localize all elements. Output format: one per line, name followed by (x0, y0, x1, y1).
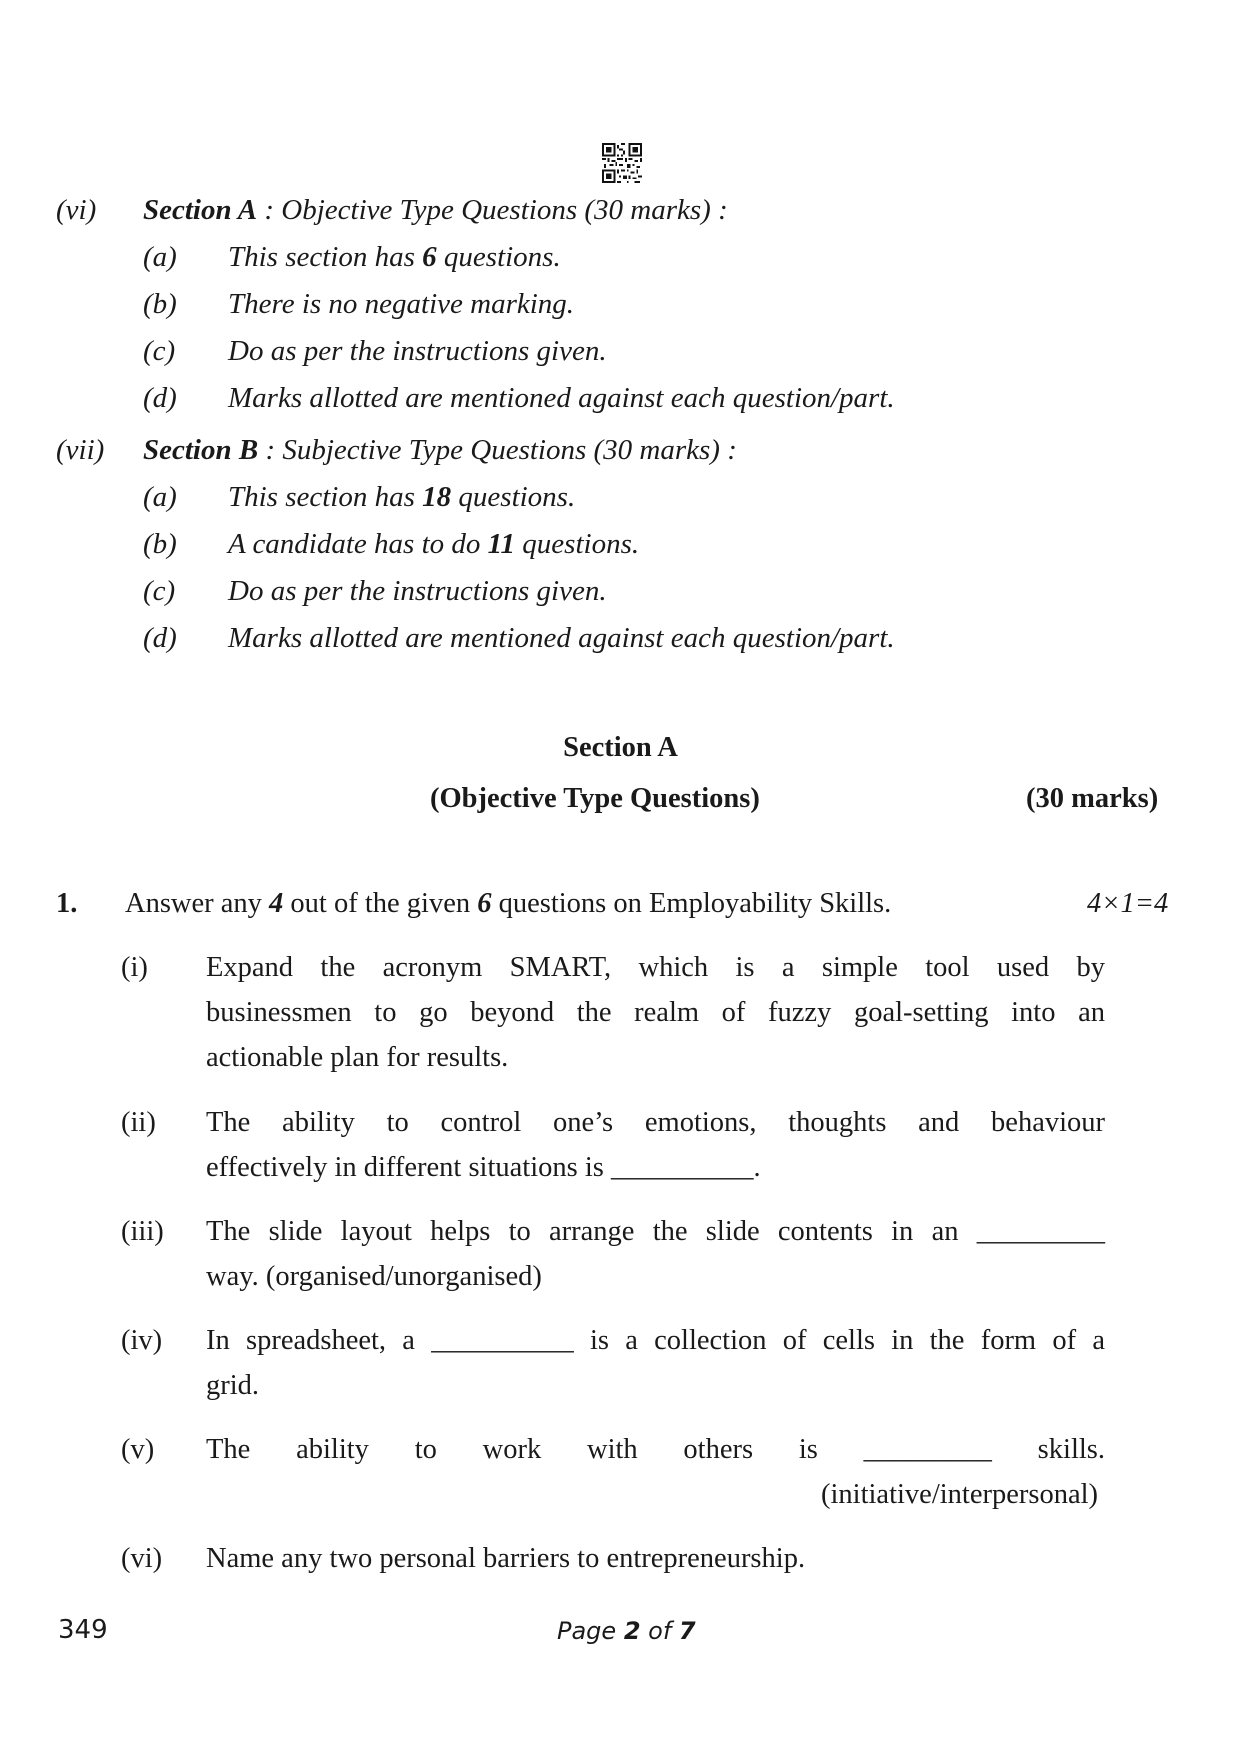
item-letter: (b) (143, 288, 177, 320)
subquestion-number: (v) (121, 1434, 155, 1465)
subquestion-line: way. (organised/unorganised) (206, 1261, 542, 1292)
instruction-number: (vii) (56, 434, 105, 466)
subquestion-line: In spreadsheet, a __________ is a collection of cells in the form of a (206, 1325, 1105, 1356)
item-text: There is no negative marking. (228, 288, 575, 320)
section-marks: (30 marks) (1026, 783, 1159, 814)
item-text: Marks allotted are mentioned against each question/part. (228, 382, 895, 414)
subquestion-line: effectively in different situations is __________. (206, 1152, 761, 1183)
qr-code-icon (602, 143, 642, 183)
item-text: Do as per the instructions given. (228, 335, 607, 367)
question-count-total: 6 (477, 888, 492, 919)
question-marks: 4×1=4 (1087, 888, 1169, 919)
question-stem-post: questions on Employability Skills. (491, 888, 892, 919)
item-letter: (d) (143, 382, 177, 414)
subquestion-line: Name any two personal barriers to entrepreneurship. (206, 1543, 806, 1574)
item-letter: (a) (143, 481, 177, 513)
section-description: : Subjective Type Questions (30 marks) : (258, 434, 737, 466)
item-letter: (c) (143, 575, 176, 607)
question-stem-mid: out of the given (283, 888, 478, 919)
page-indicator (557, 1617, 696, 1645)
subquestion-line: The slide layout helps to arrange the slide contents in an _________ (206, 1216, 1105, 1247)
question-stem (125, 888, 891, 920)
item-text-bold: 18 (422, 481, 452, 513)
subquestion-line: actionable plan for results. (206, 1042, 509, 1073)
item-text (228, 528, 639, 561)
item-text-bold: 6 (422, 241, 437, 273)
question-number: 1. (56, 888, 78, 919)
subquestion-line: Expand the acronym SMART, which is a simple tool used by (206, 952, 1105, 983)
item-text: Do as per the instructions given. (228, 575, 607, 607)
subquestion-number: (i) (121, 952, 148, 983)
subquestion-line: grid. (206, 1370, 260, 1401)
subquestion-options: (initiative/interpersonal) (821, 1479, 1098, 1510)
subquestion-number: (ii) (121, 1107, 156, 1138)
section-label: Section B (143, 434, 259, 466)
item-text-bold: 11 (487, 528, 516, 560)
subquestion-line: The ability to work with others is _________ skills. (206, 1434, 1105, 1465)
subquestion-line: The ability to control one’s emotions, thoughts and behaviour (206, 1107, 1105, 1138)
item-letter: (c) (143, 335, 176, 367)
paper-code: 349 (58, 1615, 108, 1645)
page-current: 2 (623, 1617, 641, 1645)
page-label: Page (557, 1617, 624, 1645)
item-letter: (b) (143, 528, 177, 560)
item-text-pre: A candidate has to do (228, 528, 488, 560)
item-text: Marks allotted are mentioned against each question/part. (228, 622, 895, 654)
section-title: Section A (563, 732, 678, 763)
subquestion-number: (vi) (121, 1543, 163, 1574)
section-subtitle: (Objective Type Questions) (430, 783, 760, 814)
instruction-heading (143, 434, 737, 467)
subquestion-line: businessmen to go beyond the realm of fuzzy goal-setting into an (206, 997, 1105, 1028)
question-count-attempt: 4 (269, 888, 284, 919)
instruction-heading (143, 194, 728, 227)
question-stem-pre: Answer any (125, 888, 270, 919)
page-total: 7 (678, 1617, 696, 1645)
item-text-post: questions. (436, 241, 561, 273)
page-of: of (640, 1617, 679, 1645)
item-text (228, 241, 561, 274)
item-text-post: questions. (451, 481, 576, 513)
item-text (228, 481, 575, 514)
section-label: Section A (143, 194, 258, 226)
item-text-pre: This section has (228, 241, 423, 273)
item-text-pre: This section has (228, 481, 423, 513)
section-description: : Objective Type Questions (30 marks) : (257, 194, 728, 226)
item-letter: (a) (143, 241, 177, 273)
instruction-number: (vi) (56, 194, 97, 226)
item-text-post: questions. (515, 528, 640, 560)
subquestion-number: (iv) (121, 1325, 163, 1356)
subquestion-number: (iii) (121, 1216, 164, 1247)
item-letter: (d) (143, 622, 177, 654)
